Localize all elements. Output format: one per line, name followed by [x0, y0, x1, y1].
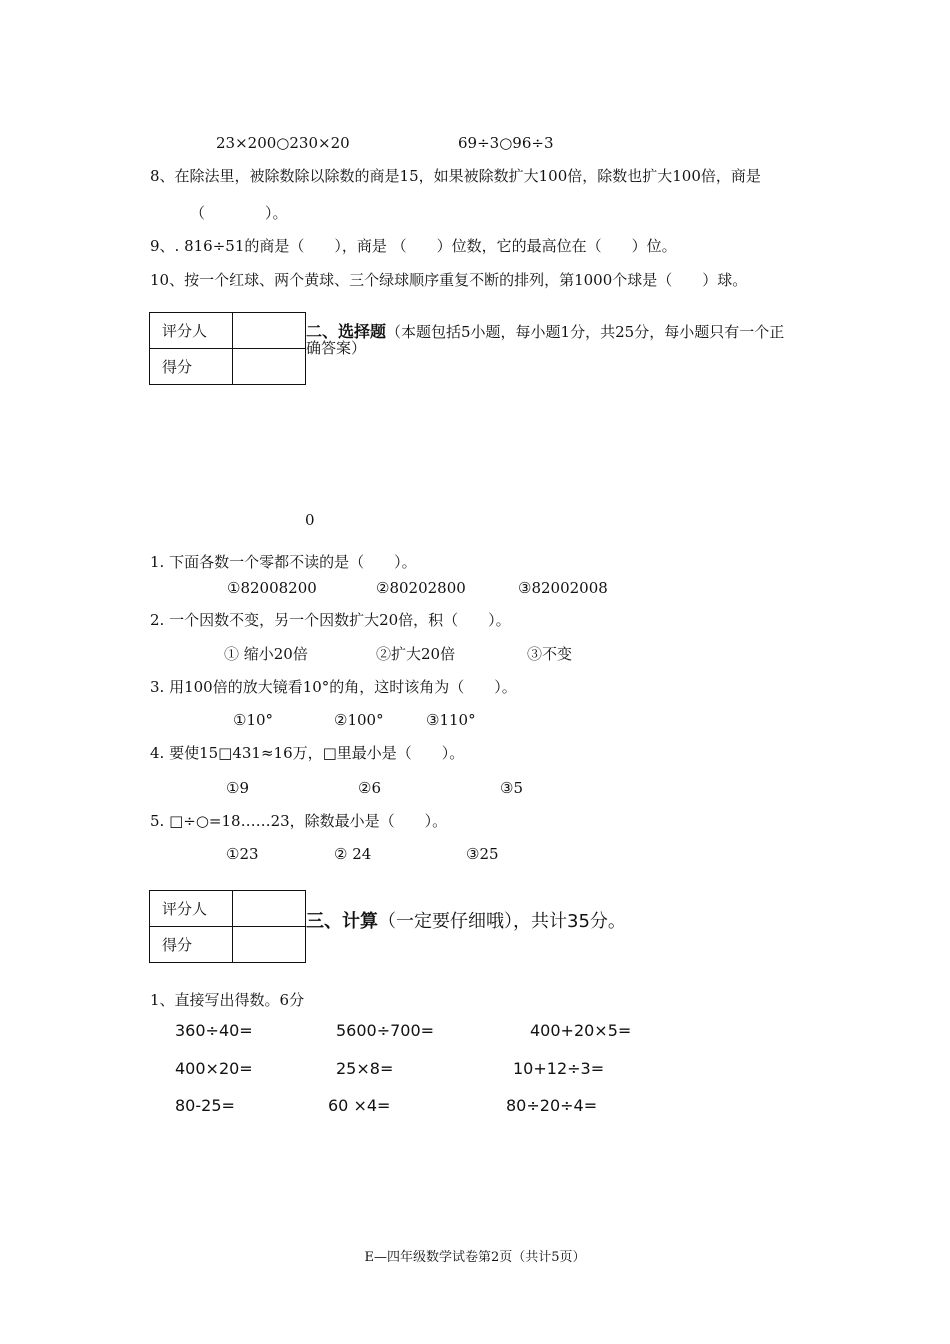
choice-2-option-b: ②扩大20倍	[376, 645, 456, 663]
score-label-grader: 评分人	[150, 313, 233, 349]
calc-3-3: 80÷20÷4=	[506, 1096, 598, 1115]
page-footer: E—四年级数学试卷第2页（共计5页）	[364, 1250, 586, 1265]
section3-desc: （一定要仔细哦），共计35分。	[378, 911, 626, 932]
section2-title: 二、选择题	[306, 322, 387, 341]
calc-1-2: 5600÷700=	[336, 1021, 435, 1040]
calc-3-2: 60 ×4=	[328, 1096, 391, 1115]
choice-5-option-b: ② 24	[334, 845, 372, 863]
score-label-score: 得分	[150, 927, 233, 963]
score-grader-cell[interactable]	[233, 891, 306, 927]
score-table-section3	[149, 890, 306, 963]
score-table-section2	[149, 312, 306, 385]
section2-heading	[306, 323, 784, 341]
section2-desc-1: （本题包括5小题，每小题1分，共25分，每小题只有一个正	[386, 323, 785, 341]
choice-1-option-a: ①82008200	[227, 579, 317, 597]
choice-3-option-c: ③110°	[426, 711, 476, 729]
choice-question-4: 4. 要使15□431≈16万，□里最小是（ ）。	[150, 744, 465, 762]
choice-1-option-b: ②80202800	[376, 579, 466, 597]
score-label-grader: 评分人	[150, 891, 233, 927]
choice-question-5: 5. □÷○=18……23，除数最小是（ ）。	[150, 812, 448, 830]
choice-2-option-a: ① 缩小20倍	[224, 645, 308, 663]
compare-right: 69÷3○96÷3	[458, 134, 554, 152]
choice-4-option-b: ②6	[358, 779, 381, 797]
score-value-cell[interactable]	[233, 349, 306, 385]
question-10: 10、按一个红球、两个黄球、三个绿球顺序重复不断的排列，第1000个球是（ ）球。	[150, 271, 748, 289]
calc-2-3: 10+12÷3=	[513, 1059, 605, 1078]
choice-5-option-a: ①23	[226, 845, 259, 863]
choice-question-2: 2. 一个因数不变，另一个因数扩大20倍，积（ ）。	[150, 611, 511, 629]
question-9: 9、. 816÷51的商是（ ），商是 （ ）位数，它的最高位在（ ）位。	[150, 237, 677, 255]
choice-5-option-c: ③25	[466, 845, 499, 863]
calc-question-1: 1、直接写出得数。6分	[150, 991, 305, 1009]
choice-3-option-b: ②100°	[334, 711, 384, 729]
section2-desc-2: 确答案）	[306, 339, 367, 357]
score-label-score: 得分	[150, 349, 233, 385]
compare-left: 23×200○230×20	[216, 134, 350, 152]
choice-3-option-a: ①10°	[233, 711, 274, 729]
stray-zero: 0	[305, 511, 315, 529]
choice-question-1: 1. 下面各数一个零都不读的是（ ）。	[150, 553, 417, 571]
choice-question-3: 3. 用100倍的放大镜看10°的角，这时该角为（ ）。	[150, 678, 517, 696]
choice-2-option-c: ③不变	[527, 645, 573, 663]
score-grader-cell[interactable]	[233, 313, 306, 349]
calc-2-1: 400×20=	[175, 1059, 253, 1078]
choice-1-option-c: ③82002008	[518, 579, 608, 597]
question-8-line2: （ ）。	[190, 204, 288, 222]
calc-1-3: 400+20×5=	[530, 1021, 632, 1040]
calc-2-2: 25×8=	[336, 1059, 394, 1078]
section3-heading	[306, 907, 626, 933]
calc-3-1: 80-25=	[175, 1096, 235, 1115]
score-value-cell[interactable]	[233, 927, 306, 963]
choice-4-option-c: ③5	[500, 779, 523, 797]
section3-title: 三、计算	[306, 911, 378, 932]
calc-1-1: 360÷40=	[175, 1021, 253, 1040]
choice-4-option-a: ①9	[226, 779, 249, 797]
question-8-line1: 8、在除法里，被除数除以除数的商是15，如果被除数扩大100倍，除数也扩大100倍，商是	[150, 167, 761, 185]
